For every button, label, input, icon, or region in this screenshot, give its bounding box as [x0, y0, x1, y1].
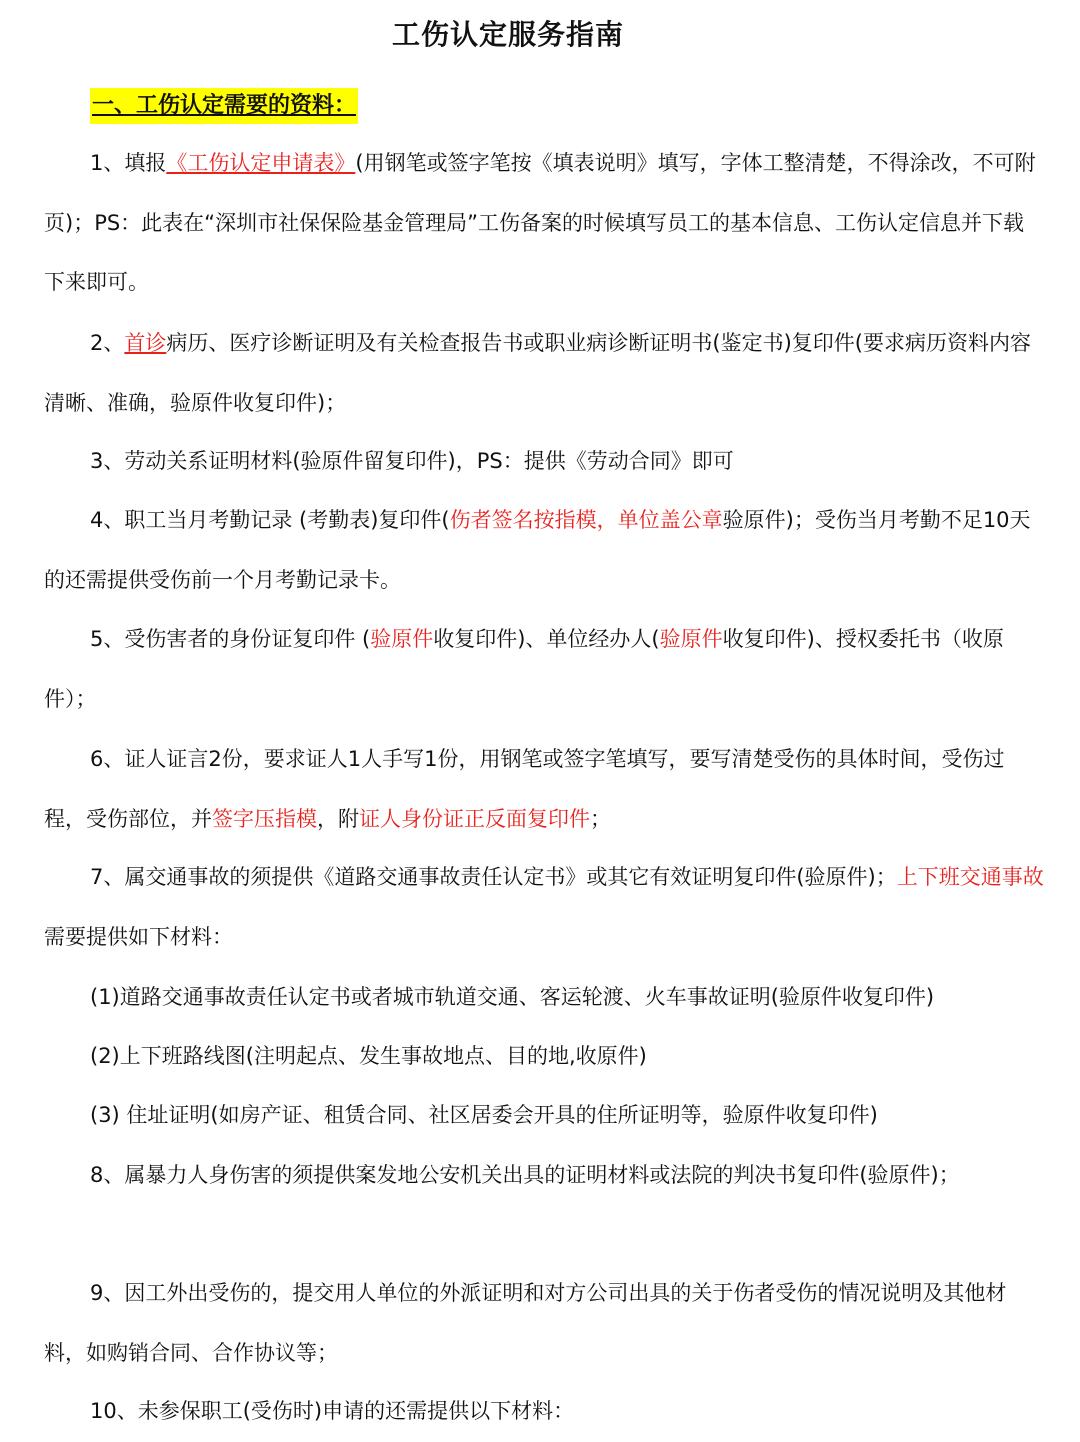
item1-segment: 1、填报: [90, 151, 167, 175]
item6-segment: 签字压指模: [212, 806, 317, 831]
item9-segment: 9、因工外出受伤的，提交用人单位的外派证明和对方公司出具的关于伤者受伤的情况说明及其他材料，如购销合同、合作协议等；: [44, 1281, 1007, 1365]
section-heading-materials: 一、工伤认定需要的资料：: [90, 88, 358, 124]
item6-segment: 证人身份证正反面复印件: [359, 806, 590, 831]
item2-segment: 2、: [90, 331, 125, 355]
item-9: [44, 1264, 1044, 1383]
item5-segment: 验原件: [659, 627, 723, 651]
item-6: [44, 730, 1044, 849]
item7-segment: 7、属交通事故的须提供《道路交通事故责任认定书》或其它有效证明复印件(验原件)；: [90, 865, 897, 889]
item8-segment: 8、属暴力人身伤害的须提供案发地公安机关出具的证明材料或法院的判决书复印件(验原件)；: [90, 1163, 960, 1187]
item7-segment: 上下班交通事故: [896, 865, 1044, 889]
item5-segment: 收复印件)、单位经办人(: [433, 627, 660, 651]
item-1: [44, 134, 1044, 313]
item4-segment: 伤者签名按指模，单位盖公章: [449, 508, 723, 532]
item-2: [44, 314, 1044, 433]
item4-segment: 验原件)；受伤当月考勤不足10天的还需提供受伤前一个月考勤记录卡。: [44, 508, 1031, 592]
item10-segment: 10、未参保职工(受伤时)申请的还需提供以下材料：: [90, 1399, 575, 1423]
item2-segment: 病历、医疗诊断证明及有关检查报告书或职业病诊断证明书(鉴定书)复印件(要求病历资料内容清晰、准确，验原件收复印件)；: [44, 331, 1031, 415]
item-10: [44, 1382, 1044, 1442]
item6-segment: ；: [590, 806, 611, 831]
item-3: [44, 432, 1044, 492]
item-8: [44, 1146, 1044, 1206]
item5-segment: 5、受伤害者的身份证复印件 (: [90, 627, 371, 651]
page-title: 工伤认定服务指南: [391, 18, 624, 51]
item-5: [44, 610, 1044, 729]
subitem-2: (2)上下班路线图(注明起点、发生事故地点、目的地,收原件): [90, 1044, 647, 1068]
item6-segment: 6、证人证言2份，要求证人1人手写1份，用钢笔或签字笔填写，要写清楚受伤的具体时间，受伤过程，受伤部位，并: [44, 747, 1005, 831]
item6-segment: ，附: [317, 806, 359, 831]
item3-segment: 3、劳动关系证明材料(验原件留复印件)，PS：提供《劳动合同》即可: [90, 449, 734, 473]
item1-segment: (用钢笔或签字笔按《填表说明》填写，字体工整清楚，不得涂改，不可附页)；PS：此表在“深圳市社保保险基金管理局”工伤备案的时候填写员工的基本信息、工伤认定信息并下载下来即可。: [44, 151, 1036, 294]
subitem-3: (3) 住址证明(如房产证、租赁合同、社区居委会开具的住所证明等，验原件收复印件): [90, 1103, 878, 1127]
item5-segment: 收复印件)、授权委托书（收原件）；: [44, 627, 1004, 711]
item4-segment: 4、职工当月考勤记录 (考勤表)复印件(: [90, 508, 450, 532]
item5-segment: 验原件: [370, 627, 434, 651]
item2-segment: 首诊: [124, 331, 167, 355]
item1-segment: 《工伤认定申请表》: [166, 151, 356, 175]
item-4: [44, 491, 1044, 610]
subitem-1: (1)道路交通事故责任认定书或者城市轨道交通、客运轮渡、火车事故证明(验原件收复印件): [90, 985, 935, 1009]
item-7: [44, 848, 1044, 967]
item7-segment: 需要提供如下材料：: [44, 924, 233, 949]
